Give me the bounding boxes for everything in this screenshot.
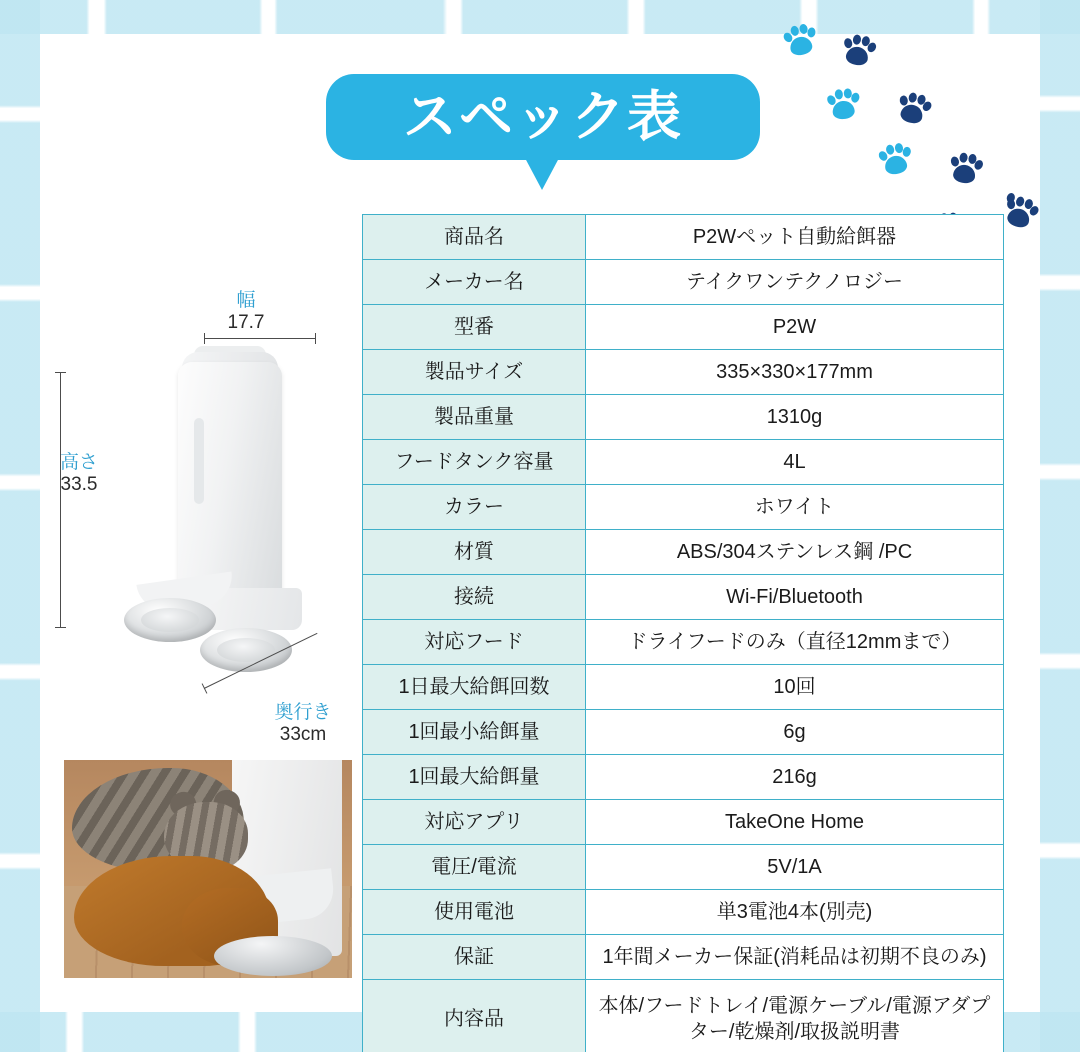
decorative-frame-right xyxy=(1040,0,1080,1052)
spec-value: P2Wペット自動給餌器 xyxy=(586,215,1004,260)
spec-key: 製品重量 xyxy=(363,395,586,440)
title-balloon-tail xyxy=(525,158,559,190)
paw-print-icon xyxy=(780,21,820,61)
spec-value: ABS/304ステンレス鋼 /PC xyxy=(586,530,1004,575)
height-dimension-line xyxy=(60,372,61,628)
spec-key: 接続 xyxy=(363,575,586,620)
spec-value: 1310g xyxy=(586,395,1004,440)
table-row xyxy=(363,620,1004,665)
title-balloon xyxy=(326,74,760,160)
paw-print-icon xyxy=(838,31,877,70)
spec-value: ホワイト xyxy=(586,485,1004,530)
spec-value: P2W xyxy=(586,305,1004,350)
table-row xyxy=(363,485,1004,530)
table-row xyxy=(363,890,1004,935)
table-row xyxy=(363,980,1004,1052)
table-row xyxy=(363,440,1004,485)
feeder-level-window xyxy=(194,418,204,504)
table-row xyxy=(363,800,1004,845)
spec-key: 1日最大給餌回数 xyxy=(363,665,586,710)
table-row xyxy=(363,215,1004,260)
spec-key: 1回最大給餌量 xyxy=(363,755,586,800)
height-tick-top xyxy=(55,372,66,373)
depth-caption: 奥行き xyxy=(274,702,332,723)
spec-value: 1年間メーカー保証(消耗品は初期不良のみ) xyxy=(586,935,1004,980)
spec-value: 単3電池4本(別売) xyxy=(586,890,1004,935)
spec-table xyxy=(362,214,1004,1052)
height-caption: 高さ xyxy=(59,452,98,473)
decorative-frame-left xyxy=(0,0,40,1052)
spec-value: TakeOne Home xyxy=(586,800,1004,845)
spec-key: 使用電池 xyxy=(363,890,586,935)
table-row xyxy=(363,755,1004,800)
width-dimension-line xyxy=(204,338,316,339)
product-illustration xyxy=(52,290,352,760)
depth-tick-start xyxy=(202,683,208,693)
spec-key: 対応フード xyxy=(363,620,586,665)
spec-key: 電圧/電流 xyxy=(363,845,586,890)
table-row xyxy=(363,305,1004,350)
spec-value: 10回 xyxy=(586,665,1004,710)
spec-value: ドライフードのみ（直径12mmまで） xyxy=(586,620,1004,665)
spec-value: 5V/1A xyxy=(586,845,1004,890)
table-row xyxy=(363,935,1004,980)
table-row xyxy=(363,665,1004,710)
spec-key: 内容品 xyxy=(363,980,586,1052)
table-row xyxy=(363,395,1004,440)
table-row xyxy=(363,710,1004,755)
spec-value: テイクワンテクノロジー xyxy=(586,260,1004,305)
table-row xyxy=(363,260,1004,305)
height-value: 33.5 xyxy=(60,473,98,495)
table-row xyxy=(363,350,1004,395)
width-tick-left xyxy=(204,333,205,344)
spec-value: 335×330×177mm xyxy=(586,350,1004,395)
decorative-frame-top xyxy=(0,0,1080,34)
spec-value: 6g xyxy=(586,710,1004,755)
table-row xyxy=(363,530,1004,575)
width-dimension-label xyxy=(196,290,296,334)
spec-key: 保証 xyxy=(363,935,586,980)
depth-dimension-label xyxy=(248,702,358,746)
spec-key: 対応アプリ xyxy=(363,800,586,845)
spec-key: メーカー名 xyxy=(363,260,586,305)
spec-key: カラー xyxy=(363,485,586,530)
height-tick-bottom xyxy=(55,627,66,628)
spec-key: 商品名 xyxy=(363,215,586,260)
height-dimension-label xyxy=(34,452,124,496)
table-row xyxy=(363,575,1004,620)
spec-value: Wi-Fi/Bluetooth xyxy=(586,575,1004,620)
page-title: スペック表 xyxy=(403,87,683,147)
spec-value: 本体/フードトレイ/電源ケーブル/電源アダプター/乾燥剤/取扱説明書 xyxy=(586,980,1004,1052)
paw-print-icon xyxy=(946,150,984,188)
spec-key: フードタンク容量 xyxy=(363,440,586,485)
width-caption: 幅 xyxy=(236,290,256,311)
depth-value: 33cm xyxy=(279,723,327,745)
photo-bowl xyxy=(214,936,332,976)
feeder-bowl-right xyxy=(200,628,292,672)
spec-key: 1回最小給餌量 xyxy=(363,710,586,755)
spec-value: 216g xyxy=(586,755,1004,800)
spec-key: 製品サイズ xyxy=(363,350,586,395)
width-value: 17.7 xyxy=(227,311,265,333)
paw-print-icon xyxy=(824,86,861,123)
spec-value: 4L xyxy=(586,440,1004,485)
paw-print-icon xyxy=(875,140,914,179)
lifestyle-photo xyxy=(64,760,352,978)
width-tick-right xyxy=(315,333,316,344)
spec-key: 材質 xyxy=(363,530,586,575)
spec-key: 型番 xyxy=(363,305,586,350)
table-row xyxy=(363,845,1004,890)
feeder-bowl-left xyxy=(124,598,216,642)
